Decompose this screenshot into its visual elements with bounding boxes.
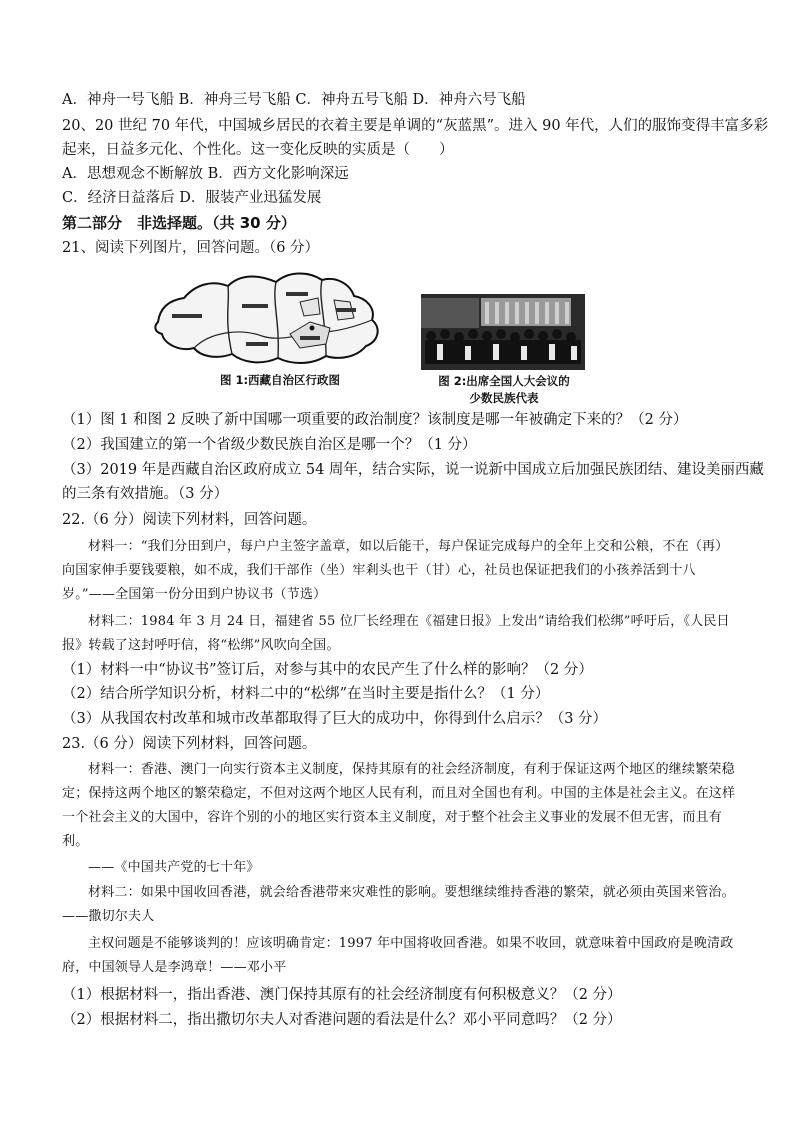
delegates-photo-image — [421, 294, 585, 370]
q21-stem: 21、阅读下列图片，回答问题。（6 分） — [62, 240, 320, 256]
part2-title: 第二部分 非选择题。（共 30 分） — [62, 214, 296, 232]
q22-sub1: （1）材料一中“协议书”签订后，对参与其中的农民产生了什么样的影响？（2 分） — [62, 662, 593, 678]
q20-options-line1: A．思想观念不断解放 B．西方文化影响深远 — [62, 166, 349, 182]
figure2-caption-line1: 图 2:出席全国人大会议的 — [438, 374, 570, 388]
q23-material1-source: ——《中国共产党的七十年》 — [88, 860, 260, 875]
q21-sub3-line1: （3）2019 年是西藏自治区政府成立 54 周年，结合实际，说一说新中国成立后加强民族团结、建设美丽西藏 — [62, 462, 764, 478]
q23-stem: 23.（6 分）阅读下列材料，回答问题。 — [62, 736, 317, 752]
q20-stem-line1: 20、20 世纪 70 年代，中国城乡居民的衣着主要是单调的“灰蓝黑”。进入 90 年代，人们的服饰变得丰富多彩 — [62, 118, 769, 134]
delegates-photo-figure — [421, 294, 585, 370]
q23-sub2: （2）根据材料二，指出撒切尔夫人对香港问题的看法是什么？邓小平同意吗？（2 分） — [62, 1012, 622, 1028]
tibet-map-figure — [150, 262, 400, 370]
q22-material2: 材料二：1984 年 3 月 24 日，福建省 55 位厂长经理在《福建日报》上发出“请给我们松绑”呼吁后，《人民日报》转载了这封呼吁信，将“松绑”风吹向全国。 — [62, 614, 730, 653]
q23-material2: 材料二：如果中国收回香港，就会给香港带来灾难性的影响。要想继续维持香港的繁荣，就必须由英国来管治。——撒切尔夫人 — [62, 885, 735, 924]
q22-stem: 22.（6 分）阅读下列材料，回答问题。 — [62, 512, 317, 528]
tibet-map-image — [150, 262, 400, 370]
q21-sub3-line2: 的三条有效措施。（3 分） — [62, 486, 229, 502]
q21-sub1: （1）图 1 和图 2 反映了新中国哪一项重要的政治制度？该制度是哪一年被确定下来的？（2 分） — [62, 412, 688, 428]
q21-sub2: （2）我国建立的第一个省级少数民族自治区是哪一个？（1 分） — [62, 437, 477, 453]
q20-options-line2: C．经济日益落后 D．服装产业迅猛发展 — [62, 190, 322, 206]
q22-material1: 材料一：“我们分田到户，每户户主签字盖章，如以后能干，每户保证完成每户的全年上交和公粮，不在（再）向国家伸手要钱要粮，如不成，我们干部作（坐）牢剎头也干（甘）心，社员也保证把我们的小孩养活到十八岁。”——全国第一份分田到户协议书（节选） — [62, 539, 729, 602]
q23-sub1: （1）根据材料一，指出香港、澳门保持其原有的社会经济制度有何积极意义？（2 分） — [62, 987, 622, 1003]
q22-sub3: （3）从我国农村改革和城市改革都取得了巨大的成功中，你得到什么启示？（3 分） — [62, 711, 608, 727]
q22-sub2: （2）结合所学知识分析，材料二中的“松绑”在当时主要是指什么？（1 分） — [62, 686, 550, 702]
figure1-caption: 图 1:西藏自治区行政图 — [219, 373, 341, 387]
q23-material3: 主权问题是不能够谈判的！应该明确肯定：1997 年中国将收回香港。如果不收回，就意味着中国政府是晚清政府，中国领导人是李鸿章！——邓小平 — [62, 936, 734, 975]
figure2-caption-line2: 少数民族代表 — [469, 391, 539, 405]
q19-options: A．神舟一号飞船 B．神舟三号飞船 C．神舟五号飞船 D．神舟六号飞船 — [62, 92, 526, 108]
q20-stem-line2: 起来，日益多元化、个性化。这一变化反映的实质是（ ） — [62, 142, 454, 158]
q23-material1: 材料一：香港、澳门一向实行资本主义制度，保持其原有的社会经济制度，有利于保证这两个地区的继续繁荣稳定；保持这两个地区的繁荣稳定，不但对这两个地区人民有利，而且对全国也有利。中国的主体是社会主义。在这样一个社会主义的大国中，容许个别的小的地区实行资本主义制度，对于整个社会主义事业的发展不但无害，而且有利。 — [62, 762, 736, 849]
